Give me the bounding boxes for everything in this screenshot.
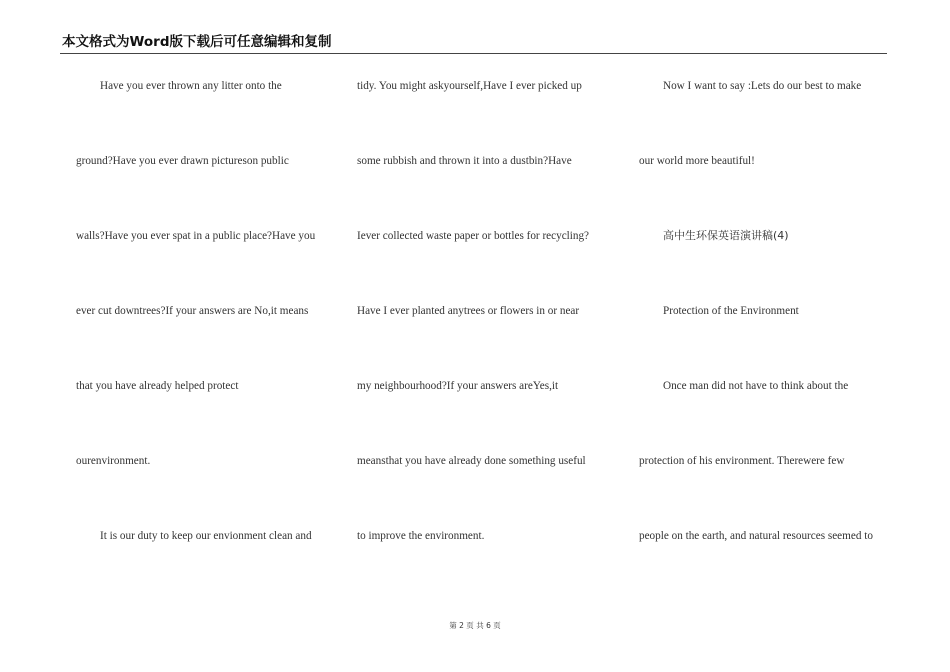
text-line: walls?Have you ever spat in a public place?Have you	[76, 230, 316, 242]
text-line: It is our duty to keep our envionment clean and	[100, 530, 312, 542]
text-line: to improve the environment.	[357, 530, 485, 542]
text-line: Once man did not have to think about the	[663, 380, 849, 392]
page-header	[62, 33, 886, 51]
section-title: Protection of the Environment	[663, 305, 799, 317]
text-line: ground?Have you ever drawn pictureson public	[76, 155, 289, 167]
text-line: our world more beautiful!	[639, 155, 755, 167]
text-line: ever cut downtrees?If your answers are No,it means	[76, 305, 309, 317]
text-line: tidy. You might askyourself,Have I ever picked up	[357, 80, 582, 92]
text-line: Now I want to say :Lets do our best to make	[663, 80, 862, 92]
header-title: 本文格式为Word版下载后可任意编辑和复制	[62, 34, 332, 50]
section-heading: 高中生环保英语演讲稿(4)	[663, 229, 789, 242]
text-line: ourenvironment.	[76, 455, 151, 467]
header-divider	[60, 53, 887, 54]
text-line: people on the earth, and natural resources seemed to	[639, 530, 873, 542]
page-number: 第 2 页 共 6 页	[449, 621, 501, 630]
text-line: some rubbish and thrown it into a dustbin?Have	[357, 155, 572, 167]
text-line: my neighbourhood?If your answers areYes,it	[357, 380, 559, 392]
page-footer	[0, 620, 950, 631]
text-line: Iever collected waste paper or bottles for recycling?	[357, 230, 590, 242]
text-line: meansthat you have already done something useful	[357, 455, 586, 467]
text-line: Have you ever thrown any litter onto the	[100, 80, 282, 92]
text-line: Have I ever planted anytrees or flowers in or near	[357, 305, 580, 317]
text-line: that you have already helped protect	[76, 380, 239, 392]
text-line: protection of his environment. Therewere few	[639, 455, 845, 467]
